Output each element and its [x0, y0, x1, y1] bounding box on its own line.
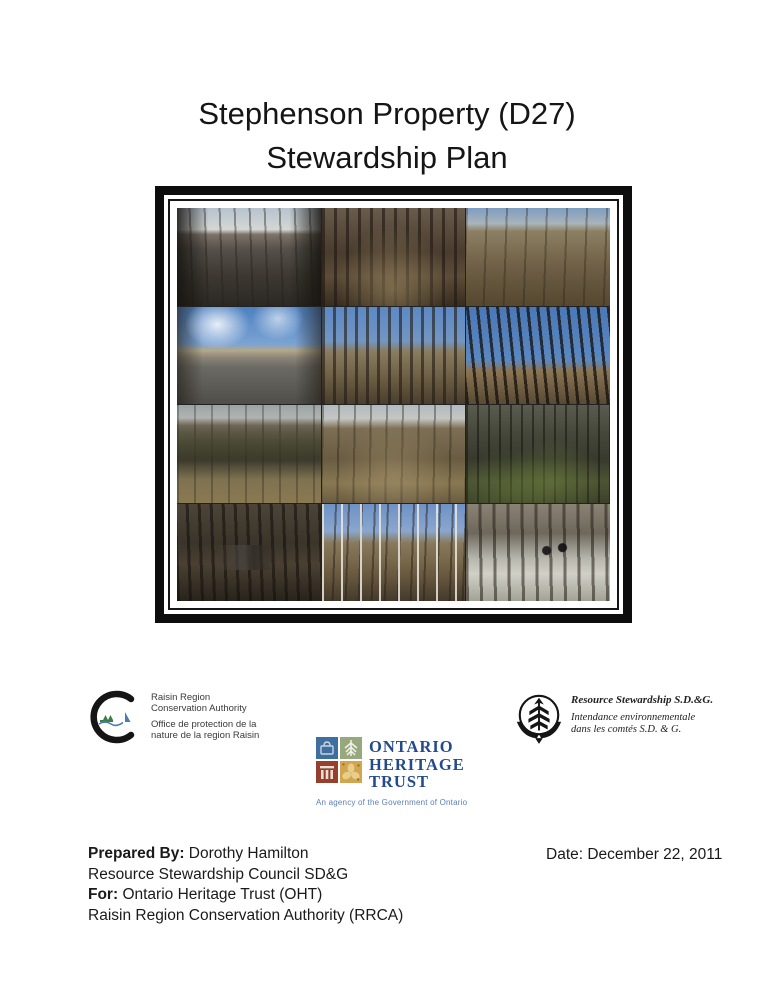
page-title — [0, 92, 774, 180]
photo-cell-3 — [466, 208, 610, 306]
rrca-name-en-line2: Conservation Authority — [151, 702, 247, 714]
rsc-name-en: Resource Stewardship S.D.&G. — [571, 694, 714, 706]
prepared-by-label: Prepared By: — [88, 845, 185, 862]
for-label: For: — [88, 886, 119, 903]
oht-wordmark — [369, 737, 465, 791]
photo-cell-9 — [466, 405, 610, 503]
prepared-org-line: Resource Stewardship Council SD&G — [88, 865, 349, 883]
prepared-by-line — [88, 844, 403, 865]
oht-wordmark-line2: HERITAGE — [369, 754, 465, 774]
rrca-circle-landscape-icon — [87, 689, 143, 750]
photo-cell-7 — [177, 405, 321, 503]
rrca-name-fr-line2: nature de la region Raisin — [151, 729, 260, 741]
title-line-2: Stewardship Plan — [266, 140, 508, 175]
rsc-name-fr-line1: Intendance environnementale — [571, 712, 696, 723]
oht-logo — [316, 737, 467, 807]
photo-collage-frame — [155, 186, 632, 623]
for-org2-line: Raisin Region Conservation Authority (RRCA) — [88, 906, 404, 924]
rsc-name-fr-line2: dans les comtés S.D. & G. — [571, 723, 682, 735]
oht-tagline: An agency of the Government of Ontario — [316, 797, 468, 807]
title-line-1: Stephenson Property (D27) — [198, 96, 576, 131]
photo-cell-1 — [177, 208, 321, 306]
oht-logo-mark — [316, 737, 362, 791]
prepared-by-value: Dorothy Hamilton — [188, 845, 309, 862]
photo-cell-4 — [177, 307, 321, 405]
rrca-name-en-line1: Raisin Region — [151, 692, 211, 703]
photo-collage-mat — [164, 195, 623, 614]
rsc-hands-tree-icon — [514, 690, 564, 749]
photo-cell-6 — [466, 307, 610, 405]
for-value: Ontario Heritage Trust (OHT) — [122, 886, 323, 903]
rrca-name-fr-line1: Office de protection de la — [151, 719, 257, 730]
rsc-logo — [514, 690, 713, 749]
photo-grid — [177, 208, 610, 601]
rrca-logo-text — [151, 689, 259, 750]
photo-cell-10 — [177, 504, 321, 602]
oht-trillium-icon — [340, 761, 362, 783]
photo-cell-2 — [322, 208, 466, 306]
photo-cell-12 — [466, 504, 610, 602]
rsc-logo-text — [571, 690, 713, 749]
rrca-logo — [87, 689, 259, 750]
prepared-by-block — [88, 844, 403, 926]
photo-cell-8 — [322, 405, 466, 503]
oht-building-icon — [316, 737, 338, 759]
oht-wordmark-line1: ONTARIO — [369, 737, 454, 756]
oht-fern-icon — [340, 737, 362, 759]
for-line — [88, 885, 403, 906]
oht-column-icon — [316, 761, 338, 783]
photo-cell-5 — [322, 307, 466, 405]
date-line: Date: December 22, 2011 — [546, 846, 723, 863]
photo-collage-inner-border — [168, 199, 619, 610]
photo-cell-11 — [322, 504, 466, 602]
oht-wordmark-line3: TRUST — [369, 772, 430, 791]
